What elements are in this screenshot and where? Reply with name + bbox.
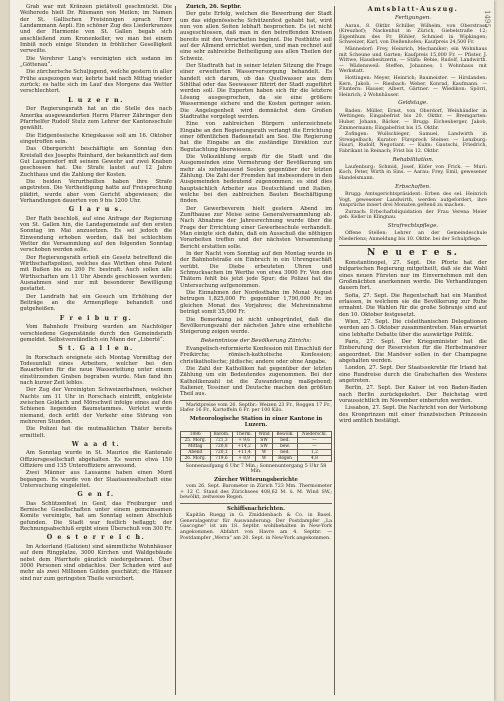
paragraph: Die Eidgenössische Kriegskasse soll am 16. Oktober eingetroffen sein. (20, 132, 172, 145)
paragraph: Die Zahl der Katholiken hat gegenüber der letzten Zählung um ein Bedeutendes zugenommen. Bei der Katholikenzahl ist die Zuwanderung maßgebend; Italiener, Tessiner und Deutsche machen den größten Theil aus. (180, 365, 332, 398)
section-heading-waadt: W a a d t. (71, 441, 121, 448)
met-table-title: Meteorologische Station in einer Kantone in Luzern. (189, 415, 323, 429)
met-cell: 1,2 (297, 449, 331, 455)
amtsblatt-title: Amtsblatt-Auszug. (367, 6, 459, 13)
met-cell: 4,8 (297, 455, 331, 461)
met-cell: +14,2 (233, 443, 256, 449)
met-cell: bed. (273, 449, 298, 455)
paragraph: Eine von zahlreichen Bürgern unterzeichnete Eingabe an den Regierungsrath verlangt die Errichtung einer öffentlichen Badeanstalt am See. Die Regierung hat die Eingabe an die zuständige Direktion zur Begutachtung überwiesen. (180, 121, 332, 153)
paragraph: Die zürcherische Schuljugend, welche gestern in aller Frühe ausgezogen war, kehrte bald nach Mittag wieder zurück; es hatte sich im Lauf des Morgens das Wetter verschlechtert. (20, 69, 172, 95)
met-cell: W (255, 455, 272, 461)
paragraph: Laufenburg: Schmid, Josef, Küfer von Frick. — Muri: Koch, Peter, Wirth in Sins. — Aarau: Frey, Emil, gewesener Handelsmann. (339, 164, 487, 182)
paragraph: Aarau, 8. Oktbr. Schiller, Wilhelm, von Oberstrass (Kreuzhof); Nackenhut in Zürich, Giebelstraße 12; Eigenthum des Fr. Bühler, Schmied in Wipkingen; Schweizer, Karl, von Dießenhofen; Kaufpreis 24,500 Fr. (339, 23, 487, 46)
met-cell: bed. (273, 437, 298, 443)
paragraph: Konstantinopel, 27. Sept. Die Pforte hat der bulgarischen Regierung mitgetheilt, daß sie die Wahl eines neuen Fürsten nur im Einvernehmen mit den Großmächten anerkennen werde. Die Verhandlungen dauern fort. (339, 259, 487, 292)
paragraph: Der Regierungsrath erließ ein Gesetz betreffend die Wirthschaftspolizei, welches das Wirthen ohne Patent mit Bußen bis zu 200 Fr. bestraft. Auch sollen alle Wirthschaften um 11 Uhr Abends geschlossen werden; Ausnahmen sind nur mit besonderer Bewilligung gestattet. (20, 254, 172, 293)
paragraph: Zofingen: Wullschleger, Samuel, Landwirth in Strengelbach; Kurator: Fürsprech Steiner. — Lenzburg: Hauri, Rudolf, Negotiant. — Kulm: Gautschi, Friedrich, Fabrikant in Reinach; Frist bis 12. Oktbr. (339, 132, 487, 154)
met-cell: Regen (273, 455, 298, 461)
paragraph: Die Volkszählung ergab für die Stadt und die Ausgemeinden eine Vermehrung der Bevölkerung um mehr als zehntausend Seelen gegenüber der letzten Zählung. Die Zahl der Fremden hat insbesondere in den Ausgemeinden bedeutend zugenommen; es sind dies hauptsächlich Arbeiter aus Deutschland und Italien, welche bei den zahlreichen Bauten Beschäftigung finden. (180, 153, 332, 205)
paragraph: Grab war mit Kränzen pietätvoll geschmückt. Die Weiherede hielt Dr. Rüsmann von Meilen; im Namen der St. Gallischen Freisinnigen sprach Herr Landammann Aepli. Ein schöner Zug des Liederkranzes und der Harmonie von St. Gallen begab sich anschließend zum Kronenkeller, wo man bei einem Imbiß noch einige Stunden in fröhlicher Geselligkeit verweilte. (20, 4, 172, 55)
paragraph: Der Regierungsrath hat an die Stelle des nach Amerika ausgewanderten Herrn Pfarrer Zähringer den Pfarrhelfer Rudolf Stutz zum Lehrer der Kantonsschule gewählt. (20, 106, 172, 132)
met-table (180, 431, 332, 462)
paragraph: Männedorf: Frey, Heinrich, Mechaniker; ein Wohnhaus mit Scheune und Garten; Kaufpreis 15,000 Fr. — Pfister, J. Wittwe, Hausbesitzerin. — Stäfa: Bebie, Rudolf, Landwirth. — Wädensweil: Steffen, Johannes; 1 Wohnhaus mit Werkstatt. (339, 47, 487, 75)
met-cell: + 9,6 (233, 437, 256, 443)
column-rule (175, 6, 176, 695)
divider (180, 400, 332, 401)
weather-report-title: Zürcher Witterungsberichte (214, 476, 298, 483)
column-1 (20, 4, 172, 697)
met-col-header: Wind (255, 431, 272, 437)
subheading-religion: Bekenntnisse der Bevölkerung Zürichs: (200, 337, 312, 344)
section-heading-neueres: N e u e r e s. (367, 248, 459, 259)
met-cell: 26. Morg. (181, 455, 211, 461)
paragraph: Der gute Erfolg, welchen die Bewerbung der Stadt um das eidgenössische Schützenfest gehabt hat, wird nun von allen Seiten lebhaft besprochen. Es ist nicht ausgeschlossen, daß man in den betreffenden Kreisen bereits mit den Vorarbeiten beginnt. Die Festhütte soll auf der Allmend errichtet werden, und man rechnet auf eine sehr zahlreiche Betheiligung aus allen Theilen der Schweiz. (180, 11, 332, 62)
met-col-header: Niederschl. (297, 431, 331, 437)
dateline-label: Zürich, 26. Septbr. (186, 4, 242, 10)
met-cell: 720,8 (210, 443, 233, 449)
section-heading-genf: G e n f. (77, 491, 115, 499)
met-cell: — (297, 443, 331, 449)
column-3 (339, 4, 487, 697)
dateline-zurich (180, 4, 332, 10)
met-cell: + 8,9 (233, 455, 256, 461)
paragraph: Die Polizei hat die mutmaßlichen Thäter bereits ermittelt. (20, 426, 172, 439)
section-heading-oesterreich: O e s t e r r e i c h. (46, 534, 146, 542)
paragraph: Der Rath beschloß, auf eine Anfrage der Regierung von St. Gallen hin, die Landsgemeinde auf den ersten Sonntag im Mai anzusetzen. Es sei jedoch die Einwendung erhoben worden, daß bei schlechtem Wetter die Versammlung auf den folgenden Sonntag verschoben werden solle. (20, 215, 172, 254)
section-heading-freiburg: F r e i b u r g. (59, 314, 133, 322)
paragraph: Am Sonntag wurde in St. Maurice die Kantonale Offiziersgesellschaft abgehalten. Es waren etwa 150 Offiziere und 135 Unteroffiziere anwesend. (20, 450, 172, 470)
paragraph: Im Ackerland (Galizien) sind sämmtliche Wohnhäuser auf dem Ringplatze, 3000 Kirchen und Waldgebäude nebst dem Pfarrhofe gänzlich niedergebrannt. Über 3000 Personen sind obdachlos. Der Schaden wird auf mehr als zwei Millionen Gulden geschätzt; die Häuser sind nur zum geringsten Theile versichert. (20, 543, 172, 582)
met-col-header: Barom. (210, 431, 233, 437)
met-cell: 25. Morg. (181, 437, 211, 443)
met-cell: +11,4 (233, 449, 256, 455)
met-row (181, 455, 332, 461)
paragraph: Die beiden Verurtheilten haben ihre Strafe angetreten. Die Vertheidigung hatte auf Freisprechung plädirt, wurde aber vom Gericht abgewiesen; die Verhandlungen dauerten von 9 bis 1200 Uhr. (20, 178, 172, 204)
paragraph: Der Stadtrath hat in seiner letzten Sitzung die Frage einer erweiterten Wasserversorgung behandelt. Es handelt sich darum, ob das Quellwasser aus dem Sihlthal oder das Seewasser filtrirt der Stadt zugeführt werden soll. Die Experten haben sich für die letztere Lösung ausgesprochen, da sie eine größere Wassermenge sichere und die Kosten geringer seien. Die Angelegenheit wird demnächst dem Großen Stadtrathe vorgelegt werden. (180, 63, 332, 120)
subheading-strafrechtspflege: Strafrechtspflege. (387, 222, 439, 229)
paragraph: Vom Bahnhofe Freiburg wurden am Nachfolger verschiedene Gegenstände durch den Gemeindsrath gemeldet. Selbstverständlich ein Mann der „Liberté“. (20, 324, 172, 343)
met-cell: Abend (181, 449, 211, 455)
paragraph: Zwei Männer aus Lausanne haben einen Mord begangen. Es wurde von der Staatsanwaltschaft eine Untersuchung eingeleitet. (20, 470, 172, 490)
met-cell: Mittag (181, 443, 211, 449)
paragraph: Baden: Müller, Ernst, von Oberdorf, Weinhändler in Wettingen; Eingabefrist bis 20. Oktbr. — Bremgarten: Huber, Johann, Bäcker. — Brugg: Eichenberger, Jakob, Zimmermann; Eingabefrist bis 15. Oktbr. (339, 108, 487, 131)
paragraph: Die Verehrer Lang's vereinigten sich sodann im „Göttenau“. (20, 55, 172, 69)
paragraph: London, 27. Sept. Der Staatssekretär für Irland hat eine Rundreise durch die Grafschaften des Westens angetreten. (339, 365, 487, 384)
market-prices: Marktpreise vom 26. Septbr.: Weizen 23 Fr., Roggen 17 Fr., Hafer 16 Fr., Kartoffeln 6 Fr. per 100 Kilo. (180, 402, 332, 414)
met-cell: 720,1 (210, 449, 233, 455)
shipping-heading: Schiffsnachrichten. (227, 505, 285, 512)
divider (180, 503, 332, 504)
page-edge-left (0, 0, 10, 701)
newspaper-page (10, 0, 494, 701)
paragraph: Die Einnahmen der Nordostbahn im Monat August betrugen 1,825,000 Fr. gegenüber 1,790,000 Fr. im gleichen Monat des Vorjahres; die Mehreinnahme beträgt somit 35,000 Fr. (180, 290, 332, 316)
paragraph: In der Nacht vom Sonntag auf den Montag wurde in der Bahnhofstraße ein Einbruch in ein Uhrengeschäft verübt. Die Diebe erbeuteten Uhren und Schmucksachen im Werthe von etwa 3000 Fr. Von den Thätern fehlt bis jetzt jede Spur; die Polizei hat die Untersuchung aufgenommen. (180, 251, 332, 289)
met-cell: SW (255, 443, 272, 449)
column-2 (180, 4, 332, 697)
paragraph: Paris, 27. Sept. Der Kriegsminister hat die Einberufung der Reservisten für die Herbstmanöver angeordnet. Die Manöver sollen in der Champagne abgehalten werden. (339, 338, 487, 364)
paragraph: Offene Stellen: Lehrer an der Gemeindeschule Niederlenz; Anmeldung bis 10. Oktbr. bei der Schulpflege. (339, 231, 487, 242)
paragraph: Das Schützenfest in Genf, das Freiburger und Bernische Gesellschaften unter einem gemeinsamen Komite vereinigte, hat am Sonntag seinen Abschluß gefunden. Die Stadt war festlich beflaggt; der Rechnungsabschluß ergibt einen Überschuß von 300 Fr. (20, 500, 172, 533)
met-cell: 719,6 (210, 455, 233, 461)
paragraph: Zurzach: Erbschaftsliquidation der Frau Verena Meier geb. Keller in Klingnau. (339, 209, 487, 221)
subheading-rehabilitation: Rehabilitation. (392, 156, 434, 163)
met-col-header: Therm. (233, 431, 256, 437)
subheading-fertigungen: Fertigungen. (394, 15, 432, 22)
paragraph: In Rorschach ereignete sich Montag Vormittag der Todesunfall eines Arbeiters, welcher bei den Bauarbeiten für die neue Wasserleitung unter einem einstürzenden Graben begraben wurde. Man fand ihn nach kurzer Zeit leblos. (20, 354, 172, 386)
met-cell: W (255, 449, 272, 455)
paragraph: Lissabon, 27. Sept. Die Nachricht von der Verlobung des Kronprinzen mit einer französischen Prinzessin wird amtlich bestätigt. (339, 405, 487, 425)
section-heading-stgallen: S t. G a l l e n. (58, 345, 134, 353)
paragraph: Die Bemerkung ist nicht unbegründet, daß die Bevölkerungszahl der nächsten Jahre eine erhebliche Steigerung zeigen werde. (180, 316, 332, 336)
paragraph: Das Obergericht beschäftigte am Sonntag den Kreisfall des Josephs Reinhard, der bekanntlich auf dem Gut Laupersdorf mit seinem Gewehr auf zwei Knaben geschossen hat. Die Strafe lautet auf 12 Jahre Zuchthaus und die Zahlung der Kosten. (20, 146, 172, 178)
paragraph: Hottingen: Meyer, Heinrich; Baumeister. — Hirslanden: Kern, Jakob. — Riesbach: Weber, Konrad, Kaufmann. — Fluntern: Hauser, Albert, Gärtner. — Wiedikon: Spörri, Heinrich; 2 Wohnhäuser. (339, 76, 487, 98)
paragraph: Der Gewerbeverein hielt gestern Abend im Zunfthause zur Meise seine Generalversammlung ab. Nach Abnahme der Jahresrechnung wurde über die Frage der Errichtung einer Gewerbeschule verhandelt. Man einigte sich dahin, daß ein Ausschuß die nöthigen Vorarbeiten treffen und der nächsten Versammlung Bericht erstatten solle. (180, 205, 332, 250)
met-cell: — (297, 437, 331, 443)
shipping-news: Kapitän Ruegg in G. Zmiddenbach & Co. in Basel. Generalagentur für Auswanderung: Der Postdampfer „La Gascogne“ ist am 18. Septbr. wohlbehalten in New-York angekommen. Abfahrt von Havre am 4. Septbr. — Postdampfer „Werra“ am 20. Sept. in New-York angekommen. (180, 513, 332, 541)
met-cell: SW (255, 437, 272, 443)
section-heading-glarus: G l a r u s. (68, 206, 124, 214)
paragraph: Brugg: Amtsgerichtspräsident: Erben des sel. Heinrich Vogt, gewesener Landwirth, werden aufgefordert, ihre Ansprüche innert drei Monaten geltend zu machen. (339, 191, 487, 209)
paragraph: Sofia, 27. Sept. Die Regentschaft hat ein Manifest erlassen, in welchem sie die Bevölkerung zur Ruhe ermahnt. Die Wahlen für die große Sobranje sind auf den 10. Oktober festgesetzt. (339, 292, 487, 318)
paragraph: Der Zug der Vereinigten Schweizerbahnen, welcher Nachts um 11 Uhr in Rorschach eintrifft, entgleiste zwischen Goldach und Mörschwil infolge eines auf den Schienen liegenden Baumstammes. Verletzt wurde niemand, doch erlitt der Verkehr eine Störung von mehreren Stunden. (20, 387, 172, 425)
met-note: Sonnenaufgang 6 Uhr 7 Min.; Sonnenuntergang 5 Uhr 58 Min. (185, 463, 327, 475)
page-number: 1495 (483, 10, 491, 28)
column-rule (334, 6, 335, 695)
paragraph: Wien, 27. Sept. Die cisleithanischen Delegationen werden am 5. Oktober zusammentreten. Man erwartet eine lebhafte Debatte über die auswärtige Politik. (339, 318, 487, 338)
met-col-header: Bewölk. (273, 431, 298, 437)
divider (339, 245, 487, 246)
met-cell: 721,3 (210, 437, 233, 443)
subheading-erbschaften: Erbschaften. (395, 183, 431, 190)
section-heading-luzern: L u z e r n. (68, 96, 124, 104)
subheading-geldstage: Geldstage. (398, 100, 428, 107)
paragraph: Der Landrath hat ein Gesuch um Erhöhung der Beiträge an die Armenpflege behandelt und gutgeheißen. (20, 293, 172, 313)
weather-report: vom 26. Sept. Barometer in Zürich 723 Mm. Thermometer + 12 C. Stand des Zürichsees 408,62 M. ü. M. Wind SW.; bewölkt, zeitweise Regen. (180, 484, 332, 501)
paragraph: Berlin, 27. Sept. Der Kaiser ist von Baden-Baden nach Berlin zurückgekehrt. Der Reichstag wird voraussichtlich im November einberufen werden. (339, 385, 487, 405)
met-cell: bew. (273, 443, 298, 449)
met-col-header: 1886 (181, 431, 211, 437)
paragraph: Evangelisch-reformierte Konfession mit Einschluß der Freikirche; römisch-katholische Konfession; christkatholische; jüdische; andere oder ohne Angabe. (180, 345, 332, 365)
